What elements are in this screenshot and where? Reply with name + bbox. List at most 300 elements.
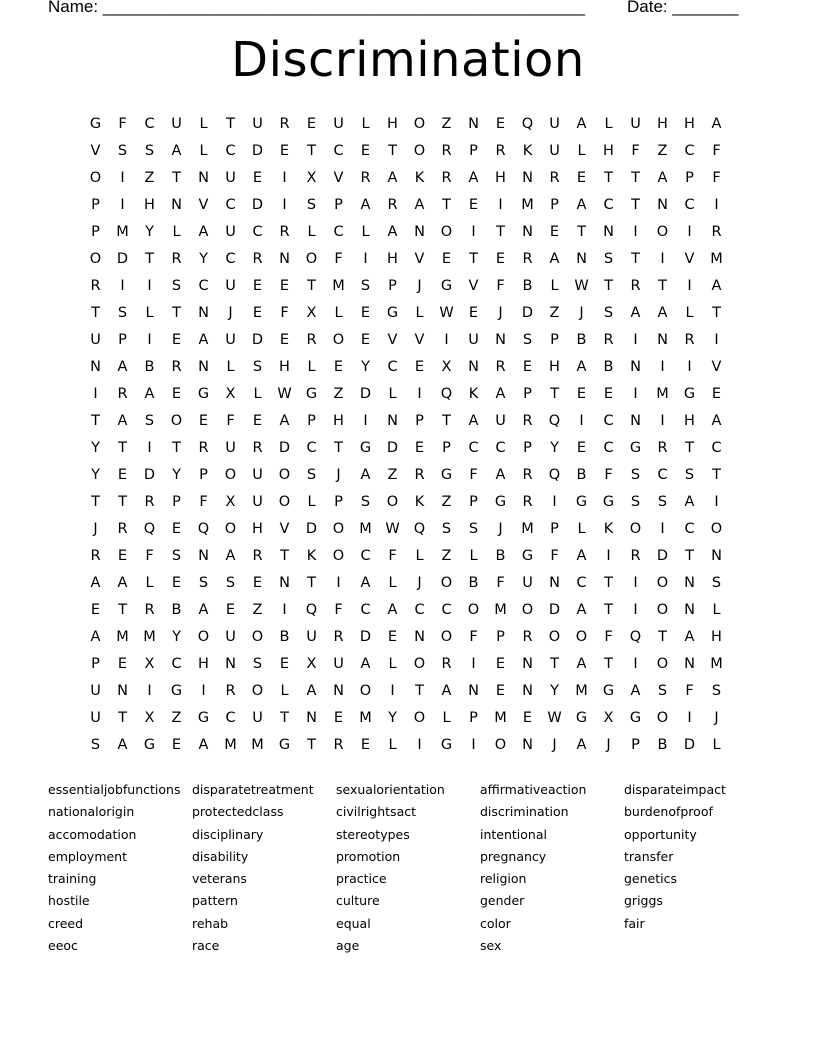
grid-letter: R bbox=[252, 251, 263, 267]
grid-letter: Q bbox=[143, 521, 156, 537]
grid-letter: J bbox=[228, 305, 233, 321]
grid-letter: H bbox=[144, 197, 155, 213]
grid-letter: E bbox=[576, 386, 587, 402]
grid-letter: E bbox=[279, 656, 290, 672]
word-list-item: opportunity bbox=[624, 826, 697, 842]
word-list-item: religion bbox=[480, 871, 527, 887]
word-list-item: employment bbox=[48, 848, 128, 864]
grid-letter: O bbox=[656, 656, 669, 672]
word-list-item: veterans bbox=[192, 871, 247, 887]
grid-letter: R bbox=[360, 170, 371, 186]
grid-letter: S bbox=[252, 359, 263, 375]
word-list-item: stereotypes bbox=[336, 826, 410, 842]
grid-letter: I bbox=[417, 386, 422, 402]
grid-letter: D bbox=[278, 440, 291, 456]
grid-letter: R bbox=[441, 656, 452, 672]
grid-letter: A bbox=[387, 224, 398, 240]
grid-letter: U bbox=[549, 116, 560, 132]
grid-letter: C bbox=[198, 278, 209, 294]
grid-letter: U bbox=[522, 575, 533, 591]
grid-letter: O bbox=[224, 467, 237, 483]
grid-letter: G bbox=[629, 440, 642, 456]
grid-letter: Q bbox=[521, 116, 534, 132]
grid-letter: A bbox=[414, 197, 425, 213]
grid-letter: P bbox=[415, 413, 424, 429]
grid-letter: D bbox=[386, 440, 399, 456]
grid-letter: O bbox=[359, 683, 372, 699]
grid-letter: S bbox=[144, 413, 155, 429]
grid-letter: H bbox=[387, 251, 398, 267]
grid-letter: E bbox=[576, 440, 587, 456]
grid-row bbox=[82, 300, 730, 327]
word-list-item: affirmativeaction bbox=[480, 782, 587, 797]
grid-letter: B bbox=[171, 602, 182, 618]
grid-letter: E bbox=[495, 116, 506, 132]
grid-letter: I bbox=[660, 359, 665, 375]
grid-letter: L bbox=[388, 737, 397, 753]
grid-letter: A bbox=[306, 683, 317, 699]
grid-letter: A bbox=[495, 386, 506, 402]
grid-letter: A bbox=[171, 143, 182, 159]
grid-letter: E bbox=[252, 278, 263, 294]
grid-letter: R bbox=[522, 629, 533, 645]
grid-letter: O bbox=[521, 602, 534, 618]
grid-letter: I bbox=[660, 413, 665, 429]
grid-letter: M bbox=[710, 251, 723, 267]
grid-letter: P bbox=[496, 629, 505, 645]
grid-letter: C bbox=[225, 143, 236, 159]
date-field[interactable]: Date: _______ bbox=[627, 0, 739, 16]
grid-letter: A bbox=[360, 656, 371, 672]
grid-letter: L bbox=[577, 143, 586, 159]
grid-letter: O bbox=[332, 548, 345, 564]
grid-row bbox=[82, 273, 730, 300]
page-title: Discrimination bbox=[231, 32, 585, 88]
grid-letter: A bbox=[360, 575, 371, 591]
grid-letter: C bbox=[495, 440, 506, 456]
grid-letter: C bbox=[252, 224, 263, 240]
grid-letter: F bbox=[199, 494, 208, 510]
grid-letter: T bbox=[118, 602, 127, 618]
grid-letter: X bbox=[441, 359, 452, 375]
grid-letter: A bbox=[198, 602, 209, 618]
grid-letter: Y bbox=[145, 224, 154, 240]
grid-letter: I bbox=[714, 197, 719, 213]
word-list-item: color bbox=[480, 915, 511, 931]
grid-letter: E bbox=[171, 521, 182, 537]
grid-letter: P bbox=[469, 143, 478, 159]
grid-letter: J bbox=[417, 278, 422, 294]
word-list-item: hostile bbox=[48, 893, 90, 909]
word-list-item: civilrightsact bbox=[336, 804, 417, 820]
grid-letter: C bbox=[333, 224, 344, 240]
grid-letter: S bbox=[306, 197, 317, 213]
grid-letter: U bbox=[252, 467, 263, 483]
grid-letter: C bbox=[603, 413, 614, 429]
grid-row bbox=[82, 705, 730, 732]
grid-letter: F bbox=[334, 251, 343, 267]
grid-letter: X bbox=[144, 710, 155, 726]
grid-letter: N bbox=[522, 656, 533, 672]
grid-letter: L bbox=[307, 224, 316, 240]
grid-letter: T bbox=[658, 629, 667, 645]
grid-letter: B bbox=[603, 359, 614, 375]
word-list-item: disparateimpact bbox=[624, 782, 726, 797]
grid-letter: G bbox=[683, 386, 696, 402]
grid-letter: F bbox=[280, 305, 289, 321]
grid-letter: I bbox=[120, 170, 125, 186]
grid-letter: F bbox=[631, 143, 640, 159]
grid-letter: L bbox=[199, 116, 208, 132]
grid-letter: X bbox=[225, 386, 236, 402]
word-list-item: rehab bbox=[192, 915, 229, 931]
grid-letter: I bbox=[714, 332, 719, 348]
grid-letter: A bbox=[360, 197, 371, 213]
grid-letter: G bbox=[278, 737, 291, 753]
grid-letter: I bbox=[552, 494, 557, 510]
grid-letter: C bbox=[306, 440, 317, 456]
grid-letter: E bbox=[468, 197, 479, 213]
word-list-item: disciplinary bbox=[192, 826, 264, 842]
grid-letter: H bbox=[711, 629, 722, 645]
grid-letter: A bbox=[711, 413, 722, 429]
grid-letter: V bbox=[711, 359, 722, 375]
grid-letter: T bbox=[91, 494, 100, 510]
grid-letter: P bbox=[523, 386, 532, 402]
grid-letter: L bbox=[415, 305, 424, 321]
grid-letter: E bbox=[117, 656, 128, 672]
grid-letter: A bbox=[198, 224, 209, 240]
grid-letter: S bbox=[630, 494, 641, 510]
grid-letter: R bbox=[441, 143, 452, 159]
grid-letter: E bbox=[306, 116, 317, 132]
grid-letter: T bbox=[604, 170, 613, 186]
grid-letter: M bbox=[359, 521, 372, 537]
grid-letter: A bbox=[225, 548, 236, 564]
grid-letter: A bbox=[441, 683, 452, 699]
grid-letter: Q bbox=[548, 413, 561, 429]
grid-letter: J bbox=[606, 737, 611, 753]
grid-letter: L bbox=[307, 494, 316, 510]
grid-letter: F bbox=[550, 548, 559, 564]
grid-letter: E bbox=[495, 683, 506, 699]
grid-letter: V bbox=[414, 332, 425, 348]
grid-letter: X bbox=[603, 710, 614, 726]
grid-letter: C bbox=[684, 143, 695, 159]
grid-letter: A bbox=[684, 494, 695, 510]
grid-letter: P bbox=[172, 494, 181, 510]
grid-letter: O bbox=[548, 629, 561, 645]
grid-letter: I bbox=[633, 656, 638, 672]
word-list bbox=[48, 779, 788, 957]
grid-letter: S bbox=[360, 278, 371, 294]
grid-letter: I bbox=[363, 251, 368, 267]
grid-letter: A bbox=[90, 575, 101, 591]
word-list-item: culture bbox=[336, 893, 380, 909]
grid-letter: B bbox=[657, 737, 668, 753]
grid-letter: R bbox=[630, 278, 641, 294]
grid-letter: A bbox=[117, 575, 128, 591]
grid-letter: O bbox=[332, 332, 345, 348]
grid-row bbox=[82, 408, 730, 435]
grid-letter: R bbox=[414, 467, 425, 483]
grid-letter: V bbox=[279, 521, 290, 537]
grid-letter: R bbox=[387, 197, 398, 213]
word-list-item: transfer bbox=[624, 848, 674, 864]
grid-letter: N bbox=[549, 575, 560, 591]
grid-letter: L bbox=[361, 224, 370, 240]
grid-row bbox=[82, 435, 730, 462]
grid-letter: P bbox=[388, 278, 397, 294]
grid-letter: E bbox=[549, 224, 560, 240]
grid-letter: N bbox=[468, 359, 479, 375]
grid-letter: R bbox=[522, 494, 533, 510]
grid-letter: D bbox=[359, 386, 372, 402]
grid-letter: P bbox=[685, 170, 694, 186]
grid-letter: I bbox=[687, 224, 692, 240]
grid-letter: I bbox=[606, 548, 611, 564]
grid-letter: U bbox=[333, 656, 344, 672]
grid-letter: N bbox=[225, 656, 236, 672]
grid-letter: N bbox=[657, 332, 668, 348]
grid-letter: D bbox=[251, 332, 264, 348]
grid-letter: E bbox=[171, 332, 182, 348]
grid-letter: O bbox=[332, 521, 345, 537]
grid-letter: S bbox=[603, 251, 614, 267]
grid-letter: B bbox=[495, 548, 506, 564]
grid-letter: D bbox=[251, 143, 264, 159]
grid-letter: O bbox=[170, 413, 183, 429]
grid-letter: O bbox=[386, 494, 399, 510]
grid-letter: M bbox=[494, 710, 507, 726]
grid-letter: T bbox=[307, 143, 316, 159]
grid-letter: R bbox=[495, 359, 506, 375]
grid-letter: F bbox=[226, 413, 235, 429]
grid-letter: O bbox=[89, 170, 102, 186]
grid-letter: P bbox=[91, 656, 100, 672]
grid-letter: R bbox=[630, 548, 641, 564]
grid-letter: C bbox=[171, 656, 182, 672]
grid-letter: R bbox=[306, 332, 317, 348]
word-list-item: pattern bbox=[192, 893, 238, 909]
grid-letter: P bbox=[91, 224, 100, 240]
grid-letter: A bbox=[468, 413, 479, 429]
grid-letter: F bbox=[604, 629, 613, 645]
grid-letter: U bbox=[252, 710, 263, 726]
grid-letter: O bbox=[251, 629, 264, 645]
grid-letter: U bbox=[495, 413, 506, 429]
grid-letter: E bbox=[171, 737, 182, 753]
grid-letter: E bbox=[360, 143, 371, 159]
grid-letter: I bbox=[633, 386, 638, 402]
grid-letter: B bbox=[522, 278, 533, 294]
grid-letter: M bbox=[224, 737, 237, 753]
grid-letter: A bbox=[549, 251, 560, 267]
grid-letter: R bbox=[90, 278, 101, 294]
grid-letter: C bbox=[225, 251, 236, 267]
grid-letter: Z bbox=[144, 170, 155, 186]
word-list-item: creed bbox=[48, 915, 84, 931]
grid-letter: Y bbox=[172, 629, 181, 645]
grid-letter: U bbox=[90, 683, 101, 699]
grid-letter: M bbox=[521, 521, 534, 537]
grid-letter: L bbox=[226, 359, 235, 375]
grid-letter: V bbox=[387, 332, 398, 348]
grid-letter: O bbox=[413, 143, 426, 159]
grid-letter: R bbox=[522, 413, 533, 429]
grid-letter: L bbox=[577, 521, 586, 537]
grid-letter: G bbox=[629, 710, 642, 726]
grid-letter: A bbox=[495, 467, 506, 483]
grid-letter: C bbox=[603, 197, 614, 213]
word-column bbox=[48, 779, 192, 957]
grid-row bbox=[82, 651, 730, 678]
grid-letter: N bbox=[198, 359, 209, 375]
word-list-item: eeoc bbox=[48, 938, 78, 954]
grid-letter: E bbox=[711, 386, 722, 402]
grid-letter: E bbox=[252, 305, 263, 321]
grid-letter: R bbox=[279, 224, 290, 240]
grid-letter: N bbox=[198, 305, 209, 321]
grid-letter: E bbox=[198, 413, 209, 429]
grid-letter: J bbox=[93, 521, 98, 537]
grid-letter: M bbox=[332, 278, 345, 294]
word-list-item: discrimination bbox=[480, 804, 569, 820]
grid-letter: J bbox=[714, 710, 719, 726]
grid-letter: N bbox=[198, 170, 209, 186]
grid-letter: O bbox=[251, 683, 264, 699]
grid-letter: E bbox=[171, 386, 182, 402]
grid-letter: I bbox=[147, 683, 152, 699]
grid-letter: E bbox=[495, 251, 506, 267]
word-list-item: burdenofproof bbox=[624, 804, 713, 820]
grid-letter: T bbox=[631, 170, 640, 186]
grid-letter: R bbox=[144, 602, 155, 618]
grid-letter: C bbox=[225, 197, 236, 213]
grid-letter: J bbox=[417, 575, 422, 591]
grid-letter: T bbox=[685, 548, 694, 564]
grid-letter: C bbox=[576, 575, 587, 591]
grid-letter: F bbox=[496, 278, 505, 294]
grid-letter: V bbox=[684, 251, 695, 267]
grid-row bbox=[82, 624, 730, 651]
grid-letter: H bbox=[603, 143, 614, 159]
grid-letter: R bbox=[225, 683, 236, 699]
word-list-item: age bbox=[336, 938, 360, 954]
grid-letter: I bbox=[282, 170, 287, 186]
grid-letter: W bbox=[547, 710, 562, 726]
grid-letter: G bbox=[197, 386, 210, 402]
grid-letter: C bbox=[360, 602, 371, 618]
grid-letter: E bbox=[117, 548, 128, 564]
grid-letter: R bbox=[495, 143, 506, 159]
grid-letter: O bbox=[467, 602, 480, 618]
grid-letter: H bbox=[684, 116, 695, 132]
grid-letter: A bbox=[117, 737, 128, 753]
grid-letter: N bbox=[522, 683, 533, 699]
grid-letter: A bbox=[117, 413, 128, 429]
grid-letter: C bbox=[684, 197, 695, 213]
grid-row bbox=[82, 246, 730, 273]
grid-letter: N bbox=[684, 575, 695, 591]
grid-letter: E bbox=[279, 278, 290, 294]
word-list-item: race bbox=[192, 938, 220, 954]
grid-letter: Z bbox=[387, 467, 398, 483]
grid-letter: T bbox=[442, 197, 451, 213]
grid-letter: I bbox=[282, 602, 287, 618]
grid-letter: T bbox=[280, 710, 289, 726]
grid-letter: I bbox=[579, 413, 584, 429]
grid-letter: S bbox=[252, 656, 263, 672]
word-list-item: disability bbox=[192, 848, 249, 864]
grid-letter: S bbox=[522, 332, 533, 348]
grid-letter: C bbox=[441, 602, 452, 618]
grid-letter: L bbox=[145, 575, 154, 591]
grid-letter: T bbox=[91, 413, 100, 429]
grid-letter: O bbox=[656, 602, 669, 618]
grid-letter: O bbox=[89, 251, 102, 267]
grid-letter: F bbox=[712, 143, 721, 159]
grid-letter: E bbox=[603, 386, 614, 402]
grid-letter: S bbox=[171, 278, 182, 294]
grid-letter: M bbox=[251, 737, 264, 753]
grid-letter: S bbox=[441, 521, 452, 537]
grid-letter: V bbox=[198, 197, 209, 213]
grid-letter: A bbox=[90, 629, 101, 645]
grid-letter: O bbox=[224, 521, 237, 537]
grid-row bbox=[82, 381, 730, 408]
grid-letter: Y bbox=[550, 683, 559, 699]
grid-letter: N bbox=[387, 413, 398, 429]
grid-letter: E bbox=[360, 332, 371, 348]
grid-letter: L bbox=[253, 386, 262, 402]
grid-letter: I bbox=[336, 575, 341, 591]
grid-letter: F bbox=[469, 629, 478, 645]
grid-row bbox=[82, 543, 730, 570]
grid-letter: S bbox=[360, 494, 371, 510]
grid-letter: N bbox=[468, 116, 479, 132]
grid-letter: Z bbox=[252, 602, 263, 618]
grid-letter: I bbox=[147, 440, 152, 456]
grid-letter: Q bbox=[629, 629, 642, 645]
grid-letter: A bbox=[630, 305, 641, 321]
grid-letter: Y bbox=[388, 710, 397, 726]
grid-letter: R bbox=[549, 170, 560, 186]
name-field[interactable]: Name: ___________________________________________________ bbox=[48, 0, 585, 16]
grid-letter: N bbox=[279, 575, 290, 591]
grid-letter: T bbox=[712, 467, 721, 483]
grid-letter: F bbox=[145, 548, 154, 564]
grid-letter: R bbox=[522, 251, 533, 267]
grid-letter: A bbox=[576, 197, 587, 213]
grid-letter: S bbox=[630, 467, 641, 483]
grid-letter: O bbox=[656, 710, 669, 726]
grid-letter: Q bbox=[548, 467, 561, 483]
grid-letter: N bbox=[468, 683, 479, 699]
grid-letter: A bbox=[576, 548, 587, 564]
grid-letter: I bbox=[633, 575, 638, 591]
grid-letter: U bbox=[252, 116, 263, 132]
grid-row bbox=[82, 165, 730, 192]
grid-letter: O bbox=[413, 656, 426, 672]
grid-letter: N bbox=[603, 224, 614, 240]
grid-letter: I bbox=[633, 224, 638, 240]
grid-letter: N bbox=[522, 737, 533, 753]
grid-letter: N bbox=[684, 602, 695, 618]
grid-letter: U bbox=[225, 332, 236, 348]
grid-letter: L bbox=[280, 683, 289, 699]
grid-letter: O bbox=[305, 251, 318, 267]
